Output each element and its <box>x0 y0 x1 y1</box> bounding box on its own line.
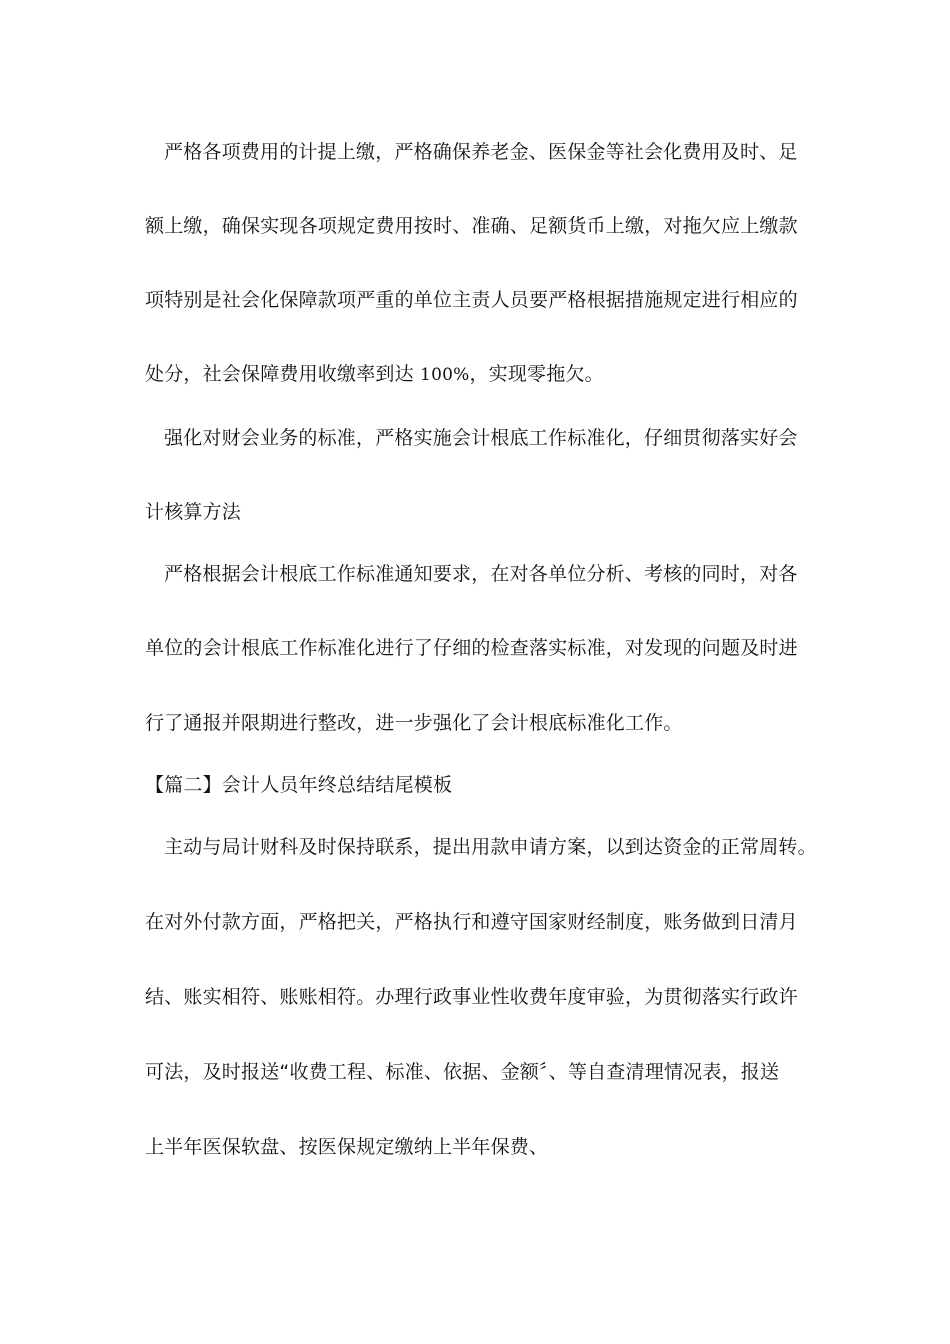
paragraph-line: 在对外付款方面，严格把关，严格执行和遵守国家财经制度，账务做到日清月 <box>145 911 798 933</box>
paragraph-line: 强化对财会业务的标准，严格实施会计根底工作标准化，仔细贯彻落实好会 <box>164 427 798 449</box>
paragraph-line: 结、账实相符、账账相符。办理行政事业性收费年度审验，为贯彻落实行政许 <box>145 986 798 1008</box>
paragraph-line: 严格根据会计根底工作标准通知要求，在对各单位分析、考核的同时，对各 <box>164 563 798 585</box>
paragraph-line: 计核算方法 <box>145 501 242 523</box>
percent-value: 100% <box>420 365 470 385</box>
text-segment: ，实现零拖欠。 <box>469 363 604 385</box>
paragraph-line: 项特别是社会化保障款项严重的单位主责人员要严格根据措施规定进行相应的 <box>145 289 798 311</box>
section-heading: 【篇二】会计人员年终总结结尾模板 <box>145 774 453 796</box>
paragraph-line: 可法，及时报送“收费工程、标准、依据、金额〞、等自查清理情况表，报送 <box>145 1061 780 1083</box>
paragraph-line <box>145 362 805 387</box>
paragraph-line: 上半年医保软盘、按医保规定缴纳上半年保费、 <box>145 1136 549 1158</box>
paragraph-line: 额上缴，确保实现各项规定费用按时、准确、足额货币上缴，对拖欠应上缴款 <box>145 215 798 237</box>
text-segment: 处分，社会保障费用收缴率到达 <box>145 363 421 385</box>
paragraph-line: 行了通报并限期进行整改，进一步强化了会计根底标准化工作。 <box>145 712 683 734</box>
paragraph-line: 主动与局计财科及时保持联系，提出用款申请方案，以到达资金的正常周转。 <box>164 836 817 858</box>
paragraph-line: 单位的会计根底工作标准化进行了仔细的检查落实标准，对发现的问题及时进 <box>145 637 798 659</box>
paragraph-line: 严格各项费用的计提上缴，严格确保养老金、医保金等社会化费用及时、足 <box>164 141 798 163</box>
